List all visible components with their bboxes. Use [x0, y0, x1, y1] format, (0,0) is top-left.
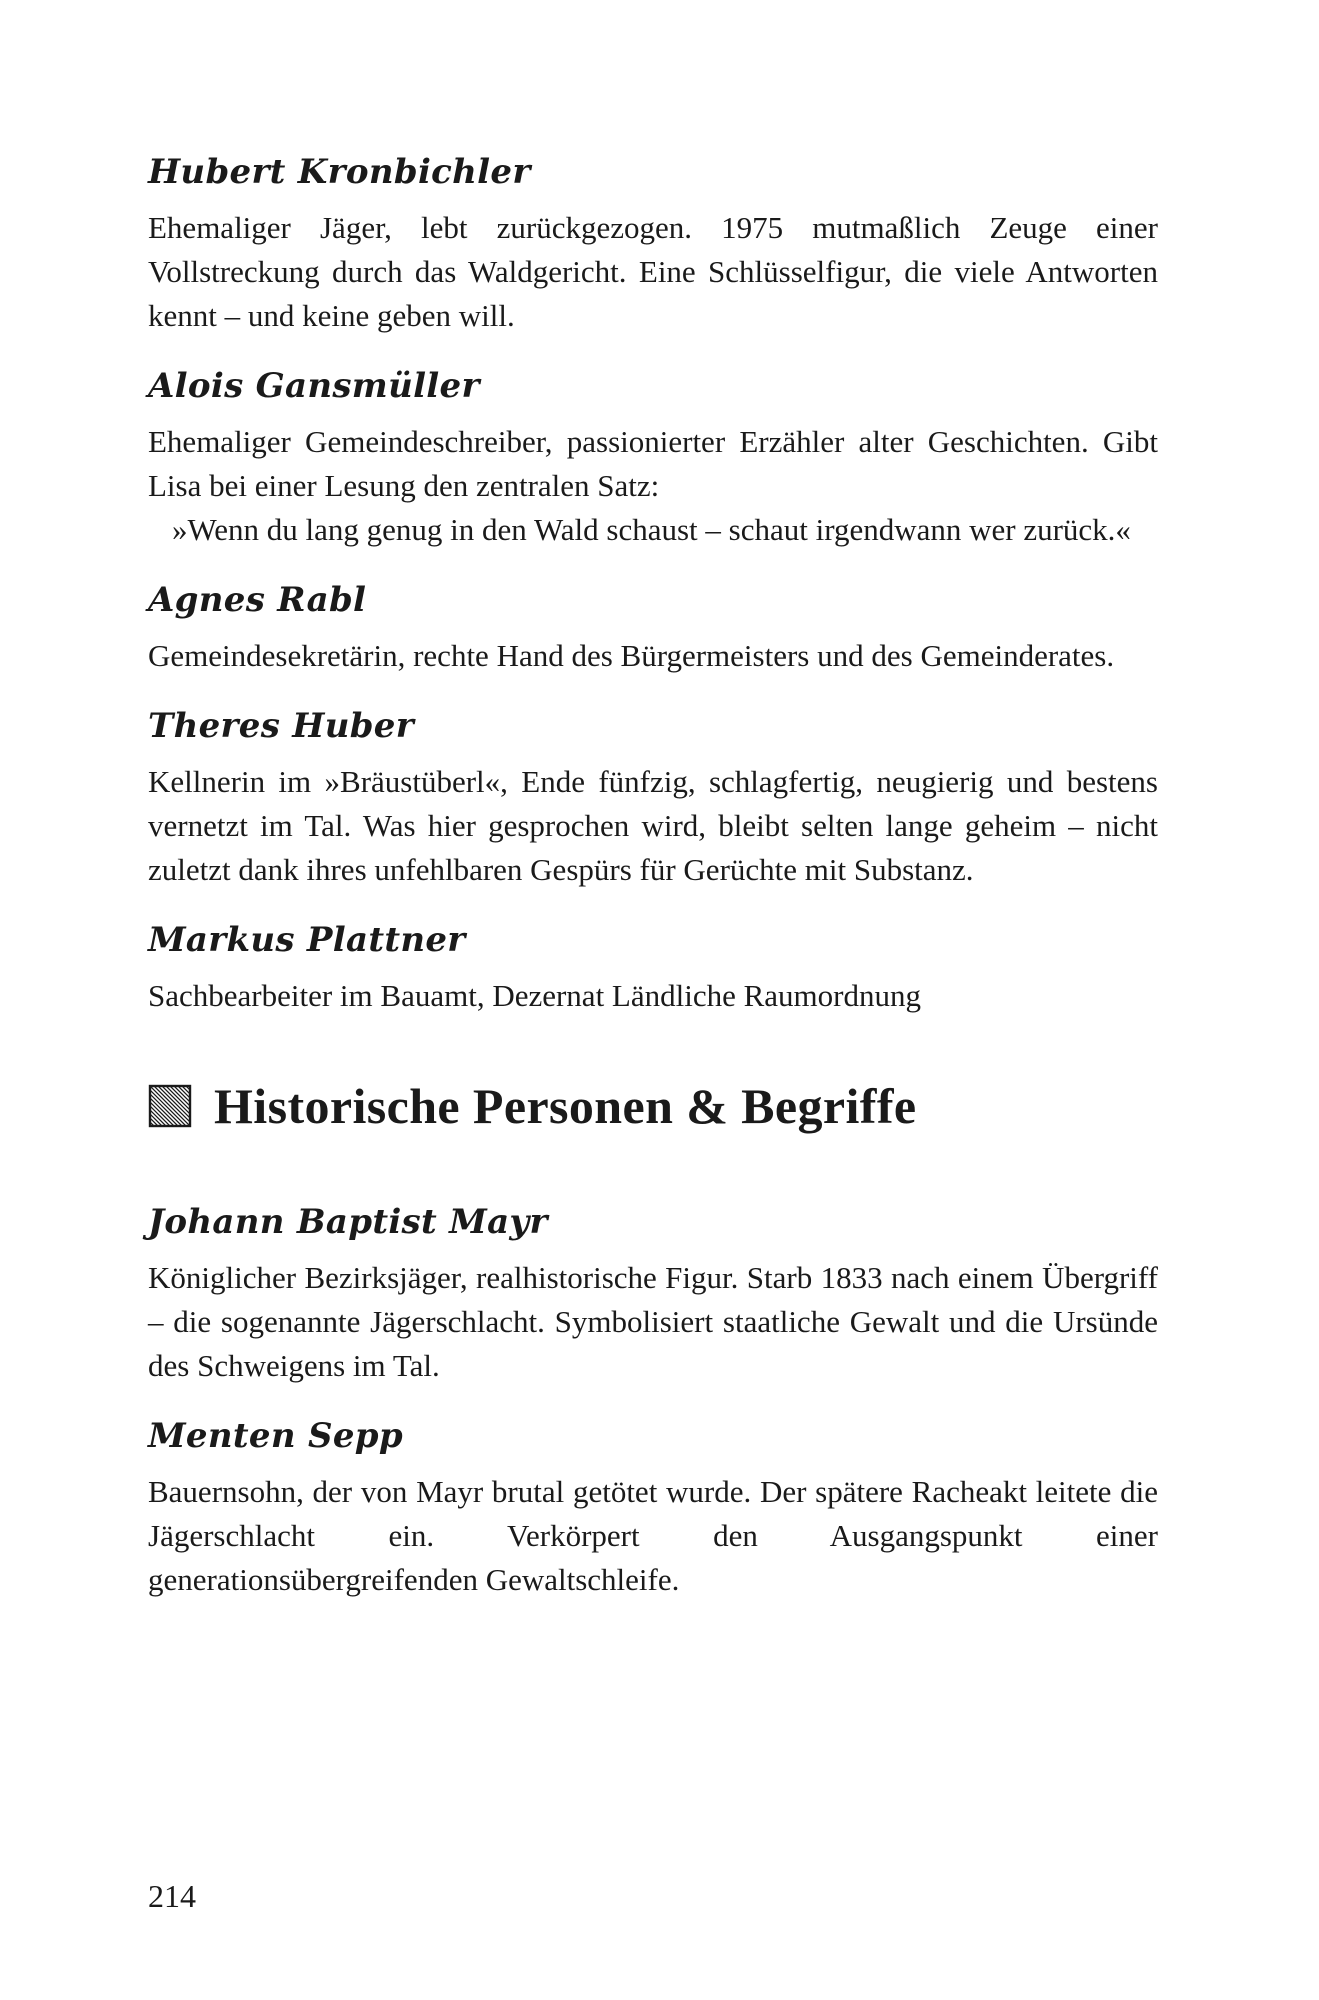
character-entry-theres-huber: [148, 704, 1158, 892]
entry-description: Ehemaliger Jäger, lebt zurückgezogen. 1975 mutmaßlich Zeuge einer Vollstreckung durch das Waldgericht. Eine Schlüsselfigur, die viele Antworten kennt – und keine geben will.: [148, 210, 1158, 333]
entry-description: Königlicher Bezirksjäger, realhistorische Figur. Starb 1833 nach einem Übergriff – die sogenannte Jägerschlacht. Symbolisiert staatliche Gewalt und die Ursünde des Schweigens im Tal.: [148, 1260, 1158, 1383]
character-entry-alois-gansmueller: [148, 364, 1158, 552]
entry-description: Kellnerin im »Bräustüberl«, Ende fünfzig, schlagfertig, neugierig und bestens vernetzt im Tal. Was hier gesprochen wird, bleibt selten lange geheim – nicht zuletzt dank ihres unfehlbaren Gespürs für Gerüchte mit Substanz.: [148, 764, 1158, 887]
entry-description: Bauernsohn, der von Mayr brutal getötet wurde. Der spätere Racheakt leitete die Jägerschlacht ein. Verkörpert den Ausgangspunkt einer generationsübergreifenden Gewaltschleife.: [148, 1474, 1158, 1597]
entry-name: Alois Gansmüller: [148, 366, 480, 406]
page-number: 214: [148, 1878, 196, 1914]
hatched-square-icon: [148, 1084, 192, 1128]
character-entry-markus-plattner: [148, 918, 1158, 1018]
entry-name: Theres Huber: [148, 706, 414, 746]
character-entry-hubert-kronbichler: [148, 150, 1158, 338]
entry-description: Sachbearbeiter im Bauamt, Dezernat Ländliche Raumordnung: [148, 978, 921, 1013]
section-heading: [148, 1076, 1158, 1136]
section-title: Historische Personen & Begriffe: [214, 1078, 917, 1134]
book-page: [148, 150, 1158, 1628]
entry-description: Gemeindesekretärin, rechte Hand des Bürgermeisters und des Gemeinderates.: [148, 638, 1115, 673]
historical-entry-menten-sepp: [148, 1414, 1158, 1602]
entry-name: Johann Baptist Mayr: [148, 1202, 548, 1242]
entry-name: Hubert Kronbichler: [148, 152, 531, 192]
character-entry-agnes-rabl: [148, 578, 1158, 678]
entry-quote: »Wenn du lang genug in den Wald schaust – schaut irgendwann wer zurück.«: [172, 512, 1131, 547]
entry-name: Agnes Rabl: [148, 580, 367, 620]
entry-name: Markus Plattner: [148, 920, 466, 960]
historical-entry-johann-baptist-mayr: [148, 1200, 1158, 1388]
entry-description-text: Ehemaliger Gemeindeschreiber, passionierter Erzähler alter Geschichten. Gibt Lisa bei einer Lesung den zentralen Satz:: [148, 424, 1158, 503]
entry-description: [148, 420, 1158, 552]
entry-name: Menten Sepp: [148, 1416, 403, 1456]
